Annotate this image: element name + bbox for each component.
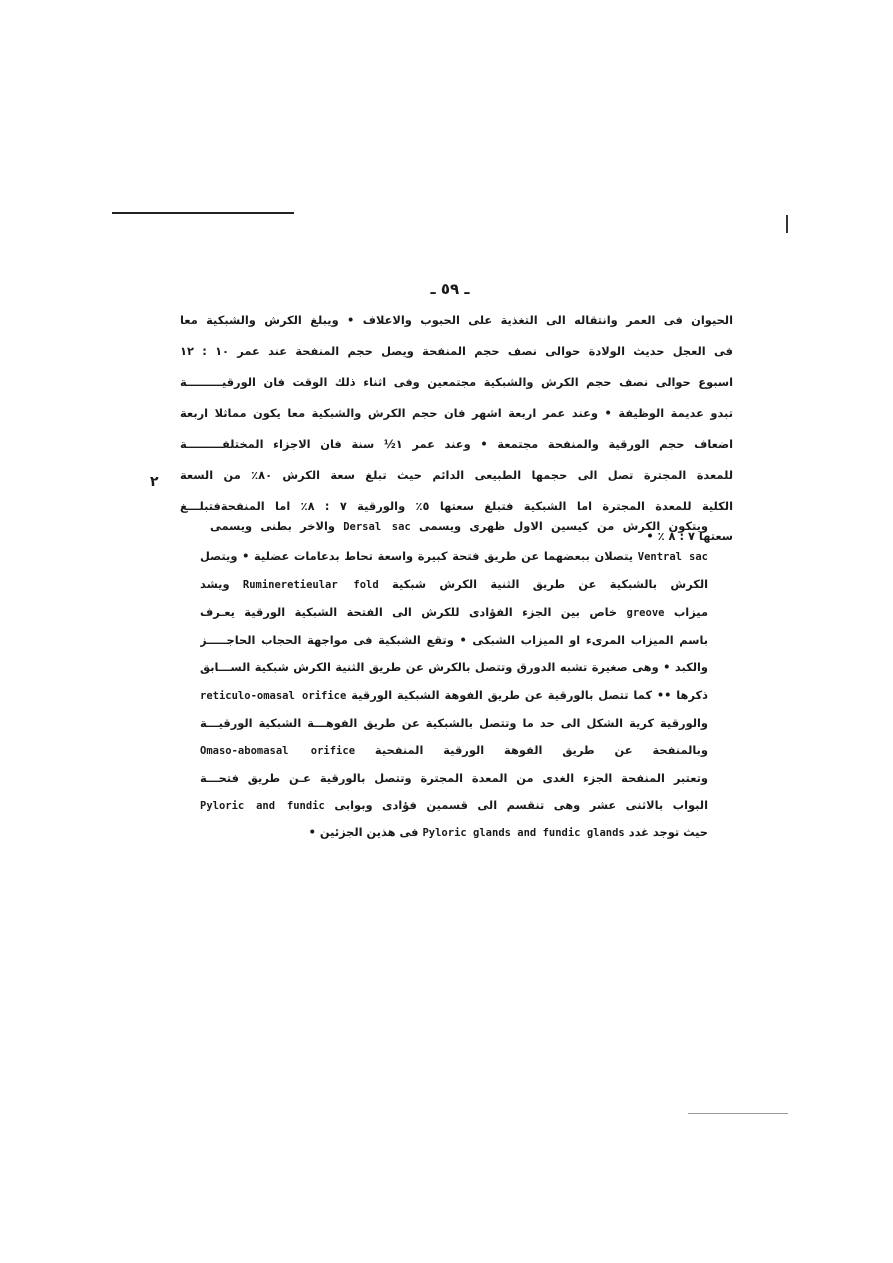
arabic-text: والكبد • وهى صغيرة تشبه الدورق وتتصل بالكرش عن طريق الثنية الكرش شبكية الســـابق	[200, 660, 708, 674]
margin-mark: ٢	[150, 474, 159, 490]
text-line: الحيوان فى العمر وانتقاله الى التغذية على الحبوب والاعلاف • ويبلغ الكرش والشبكية معا	[180, 313, 733, 327]
arabic-text: البواب بالاثنى عشر وهى تنقسم الى قسمين فؤادى وبوابى	[334, 798, 708, 812]
text-line	[200, 687, 708, 704]
text-line	[200, 604, 708, 621]
text-line: سعتها ٧ : ٨ ٪ •	[646, 529, 733, 543]
arabic-text: ويتكون الكرش من كيسين الاول ظهرى ويسمى	[419, 519, 708, 533]
text-line: تبدو عديمة الوظيفة • وعند عمر اربعة اشهر فان حجم الكرش والشبكية معا يكون مماثلا اربعة	[180, 406, 733, 420]
arabic-text: والورقية كرية الشكل الى حد ما وتتصل بالشبكية عن طريق الفوهـــة الشبكية الورقيـــة	[200, 716, 708, 730]
bottom-rule	[688, 1113, 788, 1114]
arabic-text: فى هذين الجزئين •	[308, 825, 419, 839]
text-line	[200, 770, 708, 786]
top-rule	[112, 212, 294, 214]
text-line	[200, 659, 708, 675]
latin-term: greove	[626, 607, 665, 619]
text-line	[200, 548, 708, 565]
text-line: للمعدة المجترة تصل الى حجمها الطبيعى الدائم حيث تبلغ سعة الكرش ٨٠٪ من السعة	[180, 468, 733, 482]
arabic-text: ويشد	[200, 577, 230, 591]
arabic-text: باسم الميزاب المرىء او الميزاب الشبكى • وتقع الشبكية فى مواجهة الحجاب الحاجـــــز	[200, 633, 708, 647]
latin-term: Ventral sac	[637, 551, 708, 563]
arabic-text: وتعتبر المنفحة الجزء الغدى من المعدة المجترة وتتصل بالورقية عـن طريق فتحـــة	[200, 771, 708, 785]
latin-term: Rumineretieular fold	[242, 579, 379, 591]
text-line	[200, 824, 708, 841]
text-line	[200, 715, 708, 731]
arabic-text: الكرش بالشبكية عن طريق الثنية الكرش شبكية	[392, 577, 708, 591]
text-line	[200, 797, 708, 814]
text-line	[210, 518, 708, 535]
latin-term: Pyloric glands and fundic glands	[422, 827, 625, 839]
arabic-text: حيث توجد غدد	[628, 825, 708, 839]
latin-term: reticulo-omasal orifice	[200, 690, 347, 702]
right-edge-mark	[786, 215, 788, 233]
text-line: الكلية للمعدة المجترة اما الشبكية فتبلغ سعتها ٥٪ والورقية ٧ : ٨٪ اما المنفحةفتبلـــغ	[180, 499, 733, 513]
text-line: فى العجل حديث الولادة حوالى نصف حجم المنفحة ويصل حجم المنفحة عند عمر ١٠ : ١٢	[180, 344, 733, 358]
arabic-text: وبالمنفحة عن طريق الفوهة الورقية المنفحية	[374, 743, 708, 757]
text-line: اسبوع حوالى نصف حجم الكرش والشبكية مجتمعين وفى اثناء ذلك الوقت فان الورقيـــــــــة	[180, 375, 733, 389]
arabic-text: يتصلان ببعضهما عن طريق فتحة كبيرة واسعة تحاط بدعامات عضلية • ويتصل	[200, 549, 634, 563]
arabic-text: ميزاب	[673, 605, 708, 619]
page-number: ـ ٥٩ ـ	[430, 280, 470, 298]
latin-term: Dersal sac	[343, 521, 411, 533]
text-line	[200, 576, 708, 593]
text-line	[200, 632, 708, 648]
text-line	[200, 742, 708, 759]
latin-term: Pyloric and fundic	[200, 800, 325, 812]
arabic-text: ذكرها •• كما تتصل بالورقية عن طريق الفوهة الشبكية الورقية	[351, 688, 708, 702]
arabic-text: خاص بين الجزء الفؤادى للكرش الى الفتحة الشبكية الورقية يعـرف	[200, 605, 618, 619]
text-line: اضعاف حجم الورقية والمنفحة مجتمعة • وعند عمر ١½ سنة فان الاجزاء المختلفـــــــــة	[180, 437, 733, 451]
arabic-text: والاخر بطنى ويسمى	[210, 519, 335, 533]
latin-term: Omaso-abomasal orifice	[200, 745, 356, 757]
